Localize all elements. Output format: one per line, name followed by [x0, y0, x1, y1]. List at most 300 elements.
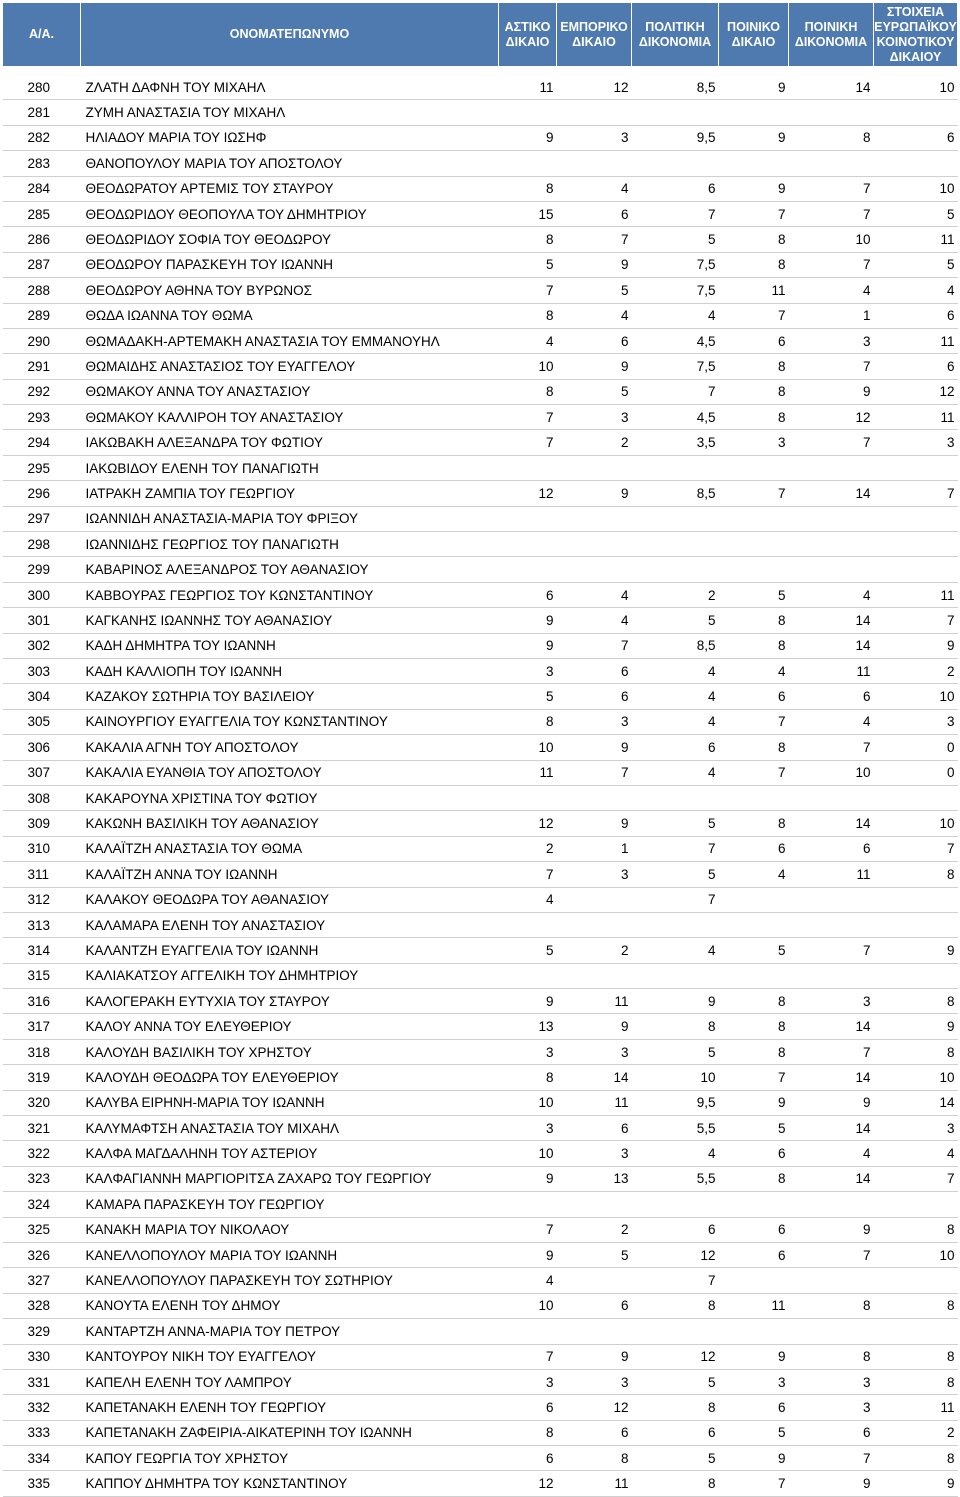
grade-cell [632, 455, 719, 480]
student-name: ΘΩΜΑΔΑΚΗ-ΑΡΤΕΜΑΚΗ ΑΝΑΣΤΑΣΙΑ ΤΟΥ ΕΜΜΑΝΟΥΗΛ [81, 328, 499, 353]
grade-cell: 12 [874, 379, 958, 404]
grade-cell: 8,5 [632, 633, 719, 658]
header-aa: Α/Α. [3, 3, 81, 67]
grade-cell: 4 [789, 278, 874, 303]
grade-cell [719, 506, 789, 531]
grade-cell: 4 [632, 760, 719, 785]
grade-cell: 7 [789, 430, 874, 455]
grade-cell: 8 [874, 1369, 958, 1394]
table-row [3, 405, 958, 430]
grade-cell: 6 [557, 1420, 632, 1445]
grade-cell: 3 [499, 1039, 557, 1064]
grade-cell: 9 [499, 125, 557, 150]
row-number: 291 [3, 354, 81, 379]
grade-cell: 8 [632, 1395, 719, 1420]
grade-cell: 3 [874, 430, 958, 455]
grade-cell: 6 [719, 1141, 789, 1166]
grade-cell: 14 [874, 1090, 958, 1115]
row-number: 330 [3, 1344, 81, 1369]
grade-cell: 8 [499, 1065, 557, 1090]
grade-cell [789, 963, 874, 988]
grade-cell [719, 912, 789, 937]
row-number: 314 [3, 938, 81, 963]
grade-cell [874, 557, 958, 582]
row-number: 282 [3, 125, 81, 150]
grade-cell [499, 151, 557, 176]
grade-cell [719, 455, 789, 480]
grade-cell [874, 506, 958, 531]
grade-cell: 8 [719, 1014, 789, 1039]
grade-cell: 5,5 [632, 1166, 719, 1191]
grade-cell: 9 [557, 252, 632, 277]
grade-cell: 7 [789, 938, 874, 963]
student-name: ΚΑΔΗ ΔΗΜΗΤΡΑ ΤΟΥ ΙΩΑΝΝΗ [81, 633, 499, 658]
grade-cell: 4 [632, 1141, 719, 1166]
grade-cell: 12 [499, 811, 557, 836]
grade-cell: 10 [874, 1065, 958, 1090]
grade-cell [874, 100, 958, 125]
student-name: ΘΕΟΔΩΡΑΤΟΥ ΑΡΤΕΜΙΣ ΤΟΥ ΣΤΑΥΡΟΥ [81, 176, 499, 201]
grade-cell: 8 [499, 709, 557, 734]
grade-cell: 5 [499, 684, 557, 709]
student-name: ΚΑΛΑΪΤΖΗ ΑΝΝΑ ΤΟΥ ΙΩΑΝΝΗ [81, 862, 499, 887]
grade-cell: 8 [499, 379, 557, 404]
grade-cell [874, 785, 958, 810]
grade-cell: 0 [874, 735, 958, 760]
grade-cell: 8,5 [632, 75, 719, 100]
grade-cell [789, 455, 874, 480]
row-number: 328 [3, 1293, 81, 1318]
student-name: ΘΩΜΑΙΔΗΣ ΑΝΑΣΤΑΣΙΟΣ ΤΟΥ ΕΥΑΓΓΕΛΟΥ [81, 354, 499, 379]
row-number: 335 [3, 1471, 81, 1496]
table-row [3, 176, 958, 201]
grade-cell [499, 100, 557, 125]
grade-cell [557, 151, 632, 176]
table-row [3, 1192, 958, 1217]
row-number: 303 [3, 658, 81, 683]
grade-cell: 6 [719, 1217, 789, 1242]
grade-cell: 7 [789, 1242, 874, 1267]
grade-cell: 7 [557, 760, 632, 785]
grade-cell: 7 [499, 278, 557, 303]
grade-cell: 3 [719, 430, 789, 455]
row-number: 287 [3, 252, 81, 277]
table-row [3, 303, 958, 328]
grade-cell [632, 532, 719, 557]
grade-cell: 7 [874, 608, 958, 633]
grade-cell: 3 [557, 405, 632, 430]
grade-cell: 8 [499, 1420, 557, 1445]
table-row [3, 1166, 958, 1191]
grade-cell: 4 [557, 303, 632, 328]
grade-cell: 14 [789, 481, 874, 506]
grade-cell: 7 [632, 836, 719, 861]
grade-cell [499, 506, 557, 531]
grade-cell: 3 [557, 1039, 632, 1064]
grade-cell: 8 [789, 1293, 874, 1318]
grade-cell: 10 [874, 1242, 958, 1267]
grade-cell: 7 [874, 836, 958, 861]
table-row [3, 811, 958, 836]
grade-cell: 7 [499, 405, 557, 430]
row-number: 298 [3, 532, 81, 557]
table-row [3, 1268, 958, 1293]
student-name: ΚΑΝΕΛΛΟΠΟΥΛΟΥ ΠΑΡΑΣΚΕΥΗ ΤΟΥ ΣΩΤΗΡΙΟΥ [81, 1268, 499, 1293]
grade-cell: 8 [719, 1166, 789, 1191]
grade-cell: 5 [632, 227, 719, 252]
grade-cell: 7 [789, 252, 874, 277]
grade-cell: 6 [789, 1420, 874, 1445]
grade-cell: 11 [789, 862, 874, 887]
row-number: 299 [3, 557, 81, 582]
student-name: ΘΕΟΔΩΡΟΥ ΠΑΡΑΣΚΕΥΗ ΤΟΥ ΙΩΑΝΝΗ [81, 252, 499, 277]
header-subject: ΑΣΤΙΚΟ ΔΙΚΑΙΟ [499, 3, 557, 67]
grade-cell: 1 [557, 836, 632, 861]
grade-cell [789, 532, 874, 557]
grade-cell [874, 1268, 958, 1293]
grade-cell: 7 [789, 176, 874, 201]
grade-cell: 11 [499, 760, 557, 785]
grade-cell: 5 [499, 252, 557, 277]
header-row [3, 3, 958, 67]
table-row [3, 354, 958, 379]
student-name: ΚΑΒΒΟΥΡΑΣ ΓΕΩΡΓΙΟΣ ΤΟΥ ΚΩΝΣΤΑΝΤΙΝΟΥ [81, 582, 499, 607]
student-name: ΚΑΛΑΚΟΥ ΘΕΟΔΩΡΑ ΤΟΥ ΑΘΑΝΑΣΙΟΥ [81, 887, 499, 912]
student-name: ΚΑΙΝΟΥΡΓΙΟΥ ΕΥΑΓΓΕΛΙΑ ΤΟΥ ΚΩΝΣΤΑΝΤΙΝΟΥ [81, 709, 499, 734]
grade-cell: 5,5 [632, 1116, 719, 1141]
grade-cell: 11 [719, 1293, 789, 1318]
student-name: ΙΩΑΝΝΙΔΗΣ ΓΕΩΡΓΙΟΣ ΤΟΥ ΠΑΝΑΓΙΩΤΗ [81, 532, 499, 557]
grade-cell: 7 [719, 303, 789, 328]
row-number: 288 [3, 278, 81, 303]
grade-cell: 15 [499, 201, 557, 226]
grade-cell: 11 [557, 1471, 632, 1496]
grade-cell: 9,5 [632, 125, 719, 150]
student-name: ΚΑΝΟΥΤΑ ΕΛΕΝΗ ΤΟΥ ΔΗΜΟΥ [81, 1293, 499, 1318]
grade-cell: 7 [874, 1166, 958, 1191]
grade-cell [632, 151, 719, 176]
table-row [3, 1471, 958, 1496]
grade-cell: 2 [499, 836, 557, 861]
row-number: 307 [3, 760, 81, 785]
row-number: 313 [3, 912, 81, 937]
grade-cell: 8 [874, 1217, 958, 1242]
table-row [3, 151, 958, 176]
grade-cell: 9 [557, 1014, 632, 1039]
grade-cell: 14 [789, 1065, 874, 1090]
grade-cell: 4 [557, 176, 632, 201]
grade-cell: 5 [632, 1039, 719, 1064]
grade-cell: 9 [499, 608, 557, 633]
grade-cell: 14 [789, 1166, 874, 1191]
grade-cell: 3 [789, 328, 874, 353]
grade-cell [557, 1192, 632, 1217]
grade-cell [557, 1268, 632, 1293]
table-row [3, 1217, 958, 1242]
grade-cell: 10 [874, 684, 958, 709]
grade-cell [874, 151, 958, 176]
grade-cell [719, 151, 789, 176]
table-row [3, 989, 958, 1014]
grade-cell: 2 [874, 658, 958, 683]
grade-cell [632, 1192, 719, 1217]
grade-cell: 9 [789, 1471, 874, 1496]
row-number: 297 [3, 506, 81, 531]
grade-cell: 7 [719, 709, 789, 734]
row-number: 323 [3, 1166, 81, 1191]
grade-cell: 9 [874, 1014, 958, 1039]
grade-cell: 6 [719, 1395, 789, 1420]
grade-cell: 8 [789, 1344, 874, 1369]
grade-cell [789, 1268, 874, 1293]
grade-cell: 6 [499, 582, 557, 607]
grade-cell [719, 887, 789, 912]
grade-cell [557, 455, 632, 480]
table-row [3, 1141, 958, 1166]
row-number: 322 [3, 1141, 81, 1166]
grade-cell: 4 [632, 303, 719, 328]
grade-cell: 5 [719, 1420, 789, 1445]
grade-cell [557, 887, 632, 912]
grade-cell: 12 [632, 1344, 719, 1369]
student-name: ΙΑΚΩΒΙΔΟΥ ΕΛΕΝΗ ΤΟΥ ΠΑΝΑΓΙΩΤΗ [81, 455, 499, 480]
grade-cell: 7,5 [632, 354, 719, 379]
student-name: ΖΥΜΗ ΑΝΑΣΤΑΣΙΑ ΤΟΥ ΜΙΧΑΗΛ [81, 100, 499, 125]
grade-cell: 10 [499, 1293, 557, 1318]
student-name: ΚΑΛΟΥ ΑΝΝΑ ΤΟΥ ΕΛΕΥΘΕΡΙΟΥ [81, 1014, 499, 1039]
grade-cell: 10 [632, 1065, 719, 1090]
grade-cell: 12 [557, 75, 632, 100]
grade-cell: 8 [719, 405, 789, 430]
row-number: 321 [3, 1116, 81, 1141]
grade-cell [789, 887, 874, 912]
grade-cell: 3 [499, 658, 557, 683]
grade-cell [874, 1319, 958, 1344]
grade-cell [789, 506, 874, 531]
row-number: 304 [3, 684, 81, 709]
grade-cell [632, 557, 719, 582]
grade-cell: 7 [719, 201, 789, 226]
row-number: 283 [3, 151, 81, 176]
grade-cell [557, 100, 632, 125]
grade-cell: 5 [719, 582, 789, 607]
grade-cell: 4 [632, 938, 719, 963]
row-number: 293 [3, 405, 81, 430]
grade-cell: 8 [719, 1039, 789, 1064]
student-name: ΚΑΠΕΤΑΝΑΚΗ ΖΑΦΕΙΡΙΑ-ΑΙΚΑΤΕΡΙΝΗ ΤΟΥ ΙΩΑΝΝΗ [81, 1420, 499, 1445]
grade-cell: 7 [632, 1268, 719, 1293]
grade-cell: 8 [719, 735, 789, 760]
grade-cell: 9 [719, 1446, 789, 1471]
row-number: 305 [3, 709, 81, 734]
grade-cell [789, 1192, 874, 1217]
grade-cell: 6 [719, 328, 789, 353]
grade-cell: 12 [632, 1242, 719, 1267]
row-number: 281 [3, 100, 81, 125]
grade-cell: 10 [499, 354, 557, 379]
grade-cell: 6 [632, 1217, 719, 1242]
grade-cell: 13 [557, 1166, 632, 1191]
table-row [3, 379, 958, 404]
student-name: ΚΑΛΟΓΕΡΑΚΗ ΕΥΤΥΧΙΑ ΤΟΥ ΣΤΑΥΡΟΥ [81, 989, 499, 1014]
grade-cell [632, 100, 719, 125]
grade-cell: 8 [719, 608, 789, 633]
student-name: ΚΑΝΑΚΗ ΜΑΡΙΑ ΤΟΥ ΝΙΚΟΛΑΟΥ [81, 1217, 499, 1242]
grade-cell: 7 [874, 481, 958, 506]
grade-cell: 8 [719, 811, 789, 836]
grade-cell: 4,5 [632, 405, 719, 430]
grade-cell: 5 [557, 278, 632, 303]
table-row [3, 278, 958, 303]
row-number: 317 [3, 1014, 81, 1039]
row-number: 295 [3, 455, 81, 480]
grade-cell [789, 557, 874, 582]
student-name: ΚΑΛΟΥΔΗ ΘΕΟΔΩΡΑ ΤΟΥ ΕΛΕΥΘΕΡΙΟΥ [81, 1065, 499, 1090]
grade-cell [874, 963, 958, 988]
grade-cell: 4 [789, 582, 874, 607]
grade-cell: 3 [557, 709, 632, 734]
table-row [3, 1242, 958, 1267]
grade-cell: 6 [557, 328, 632, 353]
grade-cell: 9 [719, 75, 789, 100]
grade-cell: 6 [789, 684, 874, 709]
grade-cell: 14 [789, 1014, 874, 1039]
grade-cell: 8 [632, 1471, 719, 1496]
row-number: 292 [3, 379, 81, 404]
grade-cell: 7 [789, 1039, 874, 1064]
grade-cell [789, 1319, 874, 1344]
grade-cell: 10 [499, 1090, 557, 1115]
row-number: 319 [3, 1065, 81, 1090]
grade-cell [632, 785, 719, 810]
table-row [3, 201, 958, 226]
student-name: ΚΑΠΕΛΗ ΕΛΕΝΗ ΤΟΥ ΛΑΜΠΡΟΥ [81, 1369, 499, 1394]
table-row [3, 633, 958, 658]
table-row [3, 938, 958, 963]
grade-cell: 8 [874, 1344, 958, 1369]
table-row [3, 1395, 958, 1420]
grade-cell: 11 [557, 989, 632, 1014]
grade-cell: 8 [874, 989, 958, 1014]
table-row [3, 455, 958, 480]
grade-cell: 9 [789, 1217, 874, 1242]
grade-cell: 8 [499, 303, 557, 328]
grade-cell: 5 [557, 379, 632, 404]
row-number: 333 [3, 1420, 81, 1445]
row-number: 311 [3, 862, 81, 887]
grade-cell: 4 [874, 1141, 958, 1166]
grade-cell: 6 [874, 125, 958, 150]
grade-cell [874, 912, 958, 937]
grade-cell: 12 [499, 481, 557, 506]
row-number: 285 [3, 201, 81, 226]
row-number: 332 [3, 1395, 81, 1420]
grade-cell: 4 [499, 328, 557, 353]
grade-cell: 8 [719, 989, 789, 1014]
grade-cell: 8 [499, 227, 557, 252]
student-name: ΚΑΛΦΑΓΙΑΝΝΗ ΜΑΡΓΙΟΡΙΤΣΑ ΖΑΧΑΡΩ ΤΟΥ ΓΕΩΡΓΙΟΥ [81, 1166, 499, 1191]
grade-cell: 8 [632, 1293, 719, 1318]
grade-cell: 5 [874, 252, 958, 277]
row-number: 286 [3, 227, 81, 252]
header-subject: ΕΜΠΟΡΙΚΟ ΔΙΚΑΙΟ [557, 3, 632, 67]
grade-cell: 14 [557, 1065, 632, 1090]
grade-cell: 11 [789, 658, 874, 683]
grade-cell: 3 [499, 1116, 557, 1141]
header-subject: ΠΟΛΙΤΙΚΗ ΔΙΚΟΝΟΜΙΑ [632, 3, 719, 67]
grade-cell: 14 [789, 633, 874, 658]
grade-cell: 7 [789, 201, 874, 226]
grade-cell [874, 532, 958, 557]
student-name: ΘΩΔΑ ΙΩΑΝΝΑ ΤΟΥ ΘΩΜΑ [81, 303, 499, 328]
table-row [3, 887, 958, 912]
grade-cell: 11 [557, 1090, 632, 1115]
grade-cell: 12 [499, 1471, 557, 1496]
table-row [3, 100, 958, 125]
grade-cell: 9 [557, 354, 632, 379]
grade-cell: 7 [719, 760, 789, 785]
grade-cell: 1 [789, 303, 874, 328]
grade-cell: 7 [632, 379, 719, 404]
grade-cell [557, 785, 632, 810]
table-row [3, 227, 958, 252]
student-name: ΚΑΛΙΑΚΑΤΣΟΥ ΑΓΓΕΛΙΚΗ ΤΟΥ ΔΗΜΗΤΡΙΟΥ [81, 963, 499, 988]
grade-cell: 13 [499, 1014, 557, 1039]
student-name: ΚΑΛΟΥΔΗ ΒΑΣΙΛΙΚΗ ΤΟΥ ΧΡΗΣΤΟΥ [81, 1039, 499, 1064]
grade-cell: 8 [874, 1293, 958, 1318]
grade-cell: 8 [632, 1014, 719, 1039]
table-row [3, 735, 958, 760]
grade-cell: 11 [874, 1395, 958, 1420]
grade-cell: 3 [719, 1369, 789, 1394]
row-number: 315 [3, 963, 81, 988]
grade-cell: 8 [557, 1446, 632, 1471]
row-number: 284 [3, 176, 81, 201]
table-row [3, 912, 958, 937]
grade-cell [719, 100, 789, 125]
grade-cell: 7 [789, 735, 874, 760]
grade-cell: 6 [499, 1395, 557, 1420]
grades-table [2, 2, 958, 1497]
grade-cell: 10 [874, 176, 958, 201]
row-number: 324 [3, 1192, 81, 1217]
grade-cell: 7 [499, 1217, 557, 1242]
grade-cell: 4 [874, 278, 958, 303]
grade-cell [719, 532, 789, 557]
grade-cell [719, 1319, 789, 1344]
grade-cell: 3 [557, 125, 632, 150]
row-number: 308 [3, 785, 81, 810]
grade-cell: 3 [789, 1395, 874, 1420]
grade-cell [499, 557, 557, 582]
grade-cell: 9 [719, 125, 789, 150]
table-row [3, 963, 958, 988]
student-name: ΘΕΟΔΩΡΙΔΟΥ ΣΟΦΙΑ ΤΟΥ ΘΕΟΔΩΡΟΥ [81, 227, 499, 252]
grade-cell: 3 [789, 989, 874, 1014]
grade-cell: 11 [874, 405, 958, 430]
grade-cell: 4 [557, 608, 632, 633]
grade-cell: 7 [499, 862, 557, 887]
student-name: ΚΑΛΑΪΤΖΗ ΑΝΑΣΤΑΣΙΑ ΤΟΥ ΘΩΜΑ [81, 836, 499, 861]
table-row [3, 557, 958, 582]
grade-cell: 9 [719, 1344, 789, 1369]
grade-cell: 8 [719, 252, 789, 277]
table-row [3, 75, 958, 100]
grade-cell: 4 [789, 1141, 874, 1166]
row-number: 302 [3, 633, 81, 658]
table-row [3, 1014, 958, 1039]
grade-cell: 6 [874, 303, 958, 328]
